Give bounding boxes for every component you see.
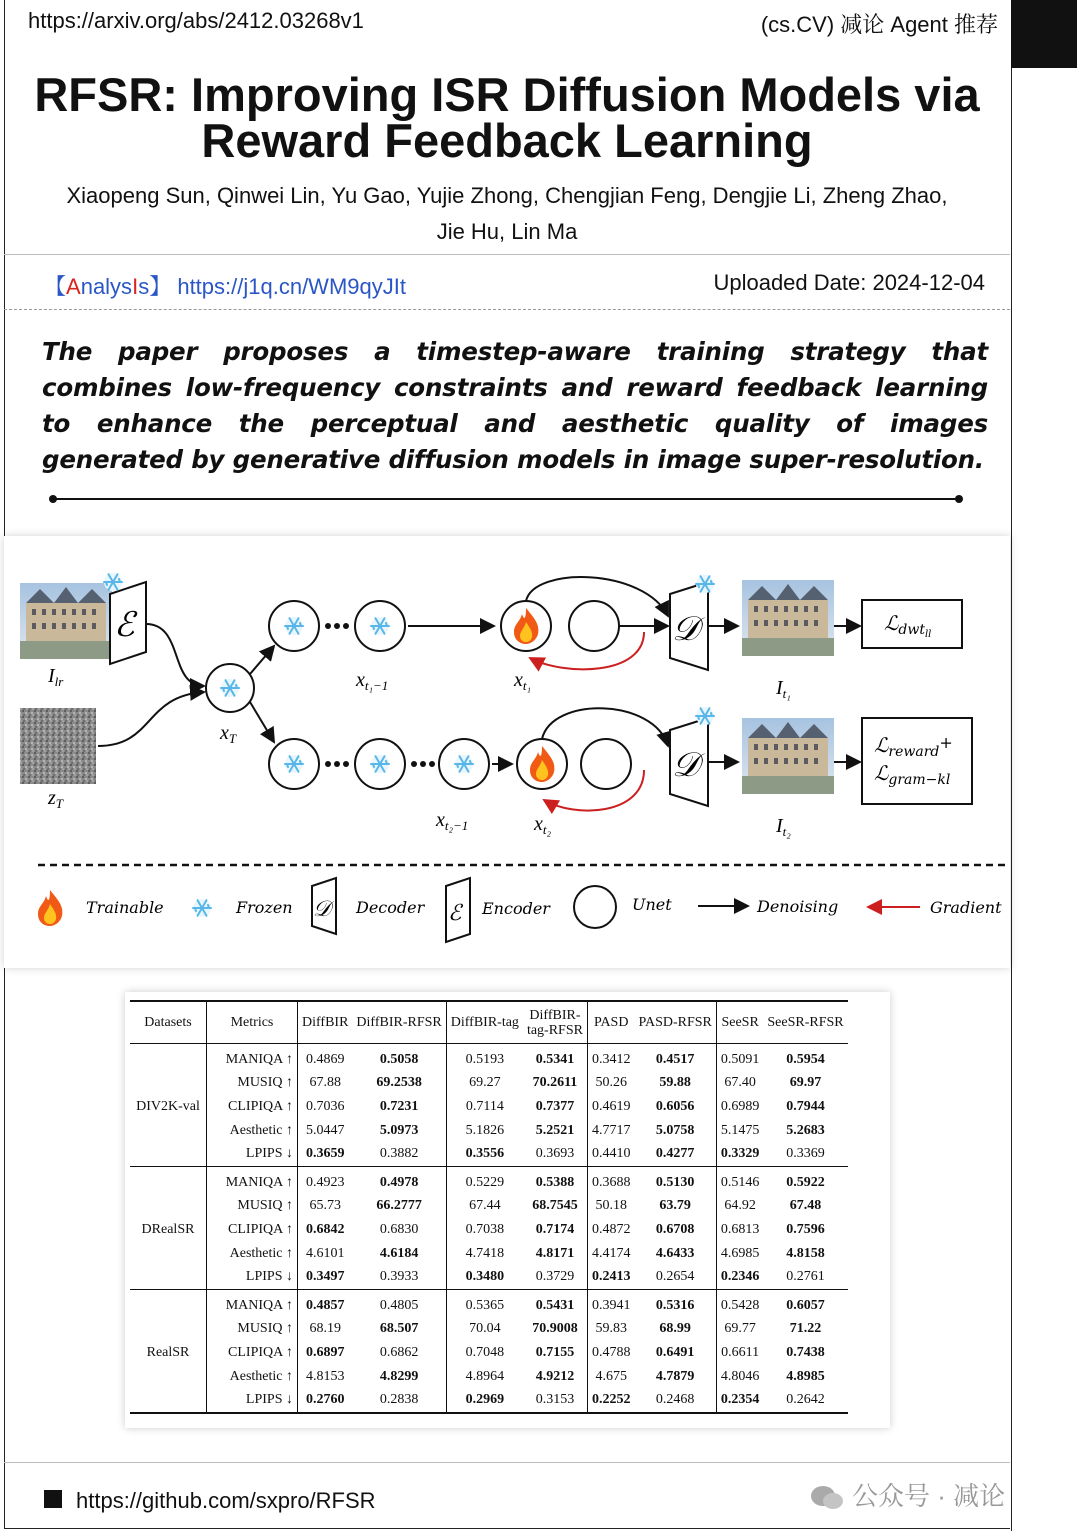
value-cell: 5.1826 (446, 1119, 523, 1143)
value-cell: 0.2969 (446, 1388, 523, 1413)
value-cell: 0.5229 (446, 1166, 523, 1194)
wechat-watermark (810, 1476, 1005, 1513)
value-cell: 0.6842 (298, 1218, 353, 1242)
metric-cell: CLIPIQA ↑ (207, 1095, 298, 1119)
value-cell: 0.4857 (298, 1289, 353, 1317)
value-cell: 0.2761 (786, 1269, 825, 1285)
value-cell: 0.2468 (655, 1392, 695, 1408)
xt-frozen-icon (221, 679, 239, 697)
loss-reward-label: ℒ$_{reward}$+ (874, 733, 953, 760)
value-cell: 0.2838 (379, 1392, 419, 1408)
header-diffbir-rfsr: DiffBIR-RFSR (352, 1001, 446, 1044)
value-cell: 0.7944 (786, 1098, 825, 1114)
low-res-image (20, 583, 112, 659)
value-cell: 0.6813 (716, 1218, 763, 1242)
value-cell: 0.3556 (446, 1142, 523, 1166)
bracket-open: 【 (44, 274, 67, 299)
value-cell: 0.7036 (298, 1095, 353, 1119)
top-unet (569, 601, 619, 651)
value-cell: 5.0973 (379, 1122, 419, 1138)
group-drealsr (130, 1166, 848, 1289)
legend-flame-icon (38, 890, 62, 926)
bottom-ellipsis-2 (411, 761, 435, 767)
value-cell: 0.6056 (655, 1098, 695, 1114)
value-cell: 0.5058 (379, 1051, 419, 1067)
metric-cell: MUSIQ ↑ (207, 1195, 298, 1219)
value-cell: 69.77 (716, 1318, 763, 1342)
value-cell: 0.6708 (655, 1221, 695, 1237)
value-cell: 0.4410 (587, 1142, 634, 1166)
group-div2k (130, 1044, 848, 1167)
value-cell: 4.4174 (587, 1242, 634, 1266)
footer-bullet (44, 1490, 62, 1508)
value-cell: 59.88 (659, 1075, 691, 1091)
metric-cell: MANIQA ↑ (207, 1044, 298, 1072)
value-cell: 0.7174 (535, 1221, 575, 1237)
value-cell: 0.3497 (298, 1265, 353, 1289)
corner-tab (1011, 0, 1077, 68)
value-cell: 4.675 (587, 1365, 634, 1389)
value-cell: 0.5146 (716, 1166, 763, 1194)
arxiv-link[interactable]: https://arxiv.org/abs/2412.03268v1 (28, 8, 364, 33)
legend-snow-icon (193, 899, 211, 917)
value-cell: 5.1475 (716, 1119, 763, 1143)
value-cell: 0.7048 (446, 1341, 523, 1365)
github-link[interactable]: https://github.com/sxpro/RFSR (76, 1488, 376, 1513)
wechat-text: 公众号 · 减论 (852, 1481, 1006, 1511)
value-cell: 0.2252 (587, 1388, 634, 1413)
value-cell: 67.48 (789, 1198, 822, 1214)
value-cell: 0.5341 (535, 1051, 575, 1067)
label-xt1: $x_{t_1}$ (514, 669, 532, 693)
authors-line-1: Xiaopeng Sun, Qinwei Lin, Yu Gao, Yujie Zhong, Chengjian Feng, Dengjie Li, Zheng Zhao, (66, 183, 948, 208)
value-cell: 4.7418 (446, 1242, 523, 1266)
metric-cell: CLIPIQA ↑ (207, 1341, 298, 1365)
value-cell: 0.4872 (587, 1218, 634, 1242)
label-zt: $z_T$ (48, 787, 64, 811)
header-diffbir-tag-rfsr-2: tag-RFSR (526, 1022, 583, 1038)
top-step-2-frozen-icon (371, 617, 389, 635)
legend-denoising: Denoising (757, 897, 839, 916)
value-cell: 0.4788 (587, 1341, 634, 1365)
value-cell: 4.8964 (446, 1365, 523, 1389)
table-row (130, 1095, 848, 1119)
output-image-t1 (742, 580, 834, 656)
value-cell: 0.7596 (786, 1221, 825, 1237)
value-cell: 59.83 (587, 1318, 634, 1342)
table-row (130, 1142, 848, 1166)
side-margin (1011, 68, 1077, 1531)
value-cell: 4.8158 (786, 1245, 825, 1261)
table-row (130, 1166, 848, 1194)
value-cell: 50.18 (587, 1195, 634, 1219)
value-cell: 4.8299 (379, 1368, 419, 1384)
group-realsr (130, 1289, 848, 1412)
bottom-decoder-glyph: 𝒟 (672, 745, 700, 785)
legend-unet: Unet (632, 895, 672, 914)
value-cell: 0.7155 (535, 1344, 575, 1360)
value-cell: 0.6989 (716, 1095, 763, 1119)
value-cell: 0.4619 (587, 1095, 634, 1119)
value-cell: 0.7231 (379, 1098, 419, 1114)
results-table (130, 1000, 848, 1414)
value-cell: 0.3659 (298, 1142, 353, 1166)
value-cell: 4.9212 (535, 1368, 575, 1384)
value-cell: 68.99 (659, 1321, 691, 1337)
metric-cell: MANIQA ↑ (207, 1289, 298, 1317)
branch-arrow-bottom (250, 702, 274, 742)
value-cell: 5.0447 (298, 1119, 353, 1143)
top-decoder-glyph: 𝒟 (672, 609, 700, 649)
value-cell: 0.3153 (535, 1392, 575, 1408)
value-cell: 4.8985 (786, 1368, 825, 1384)
value-cell: 0.7438 (786, 1344, 825, 1360)
header-diffbir-tag: DiffBIR-tag (446, 1001, 523, 1044)
value-cell: 69.2538 (376, 1075, 422, 1091)
value-cell: 0.5922 (786, 1174, 825, 1190)
value-cell: 4.7717 (587, 1119, 634, 1143)
value-cell: 0.2354 (716, 1388, 763, 1413)
value-cell: 4.6184 (379, 1245, 419, 1261)
value-cell: 0.5428 (716, 1289, 763, 1317)
value-cell: 4.6101 (298, 1242, 353, 1266)
value-cell: 0.2346 (716, 1265, 763, 1289)
noise-image (20, 708, 96, 784)
value-cell: 0.4277 (655, 1146, 695, 1162)
author-list (4, 178, 1010, 250)
metric-cell: Aesthetic ↑ (207, 1242, 298, 1266)
legend-unet-shape (574, 886, 616, 928)
legend-encoder: Encoder (482, 899, 550, 918)
header-pasd-rfsr: PASD-RFSR (634, 1001, 716, 1044)
legend-trainable: Trainable (86, 898, 164, 917)
results-table-card (125, 992, 890, 1428)
legend-frozen: Frozen (236, 898, 293, 917)
value-cell: 68.19 (298, 1318, 353, 1342)
dashed-divider (4, 309, 1010, 310)
value-cell: 0.5388 (535, 1174, 575, 1190)
label-xt2: $x_{t_2}$ (534, 813, 552, 837)
noise-arrow (98, 692, 204, 746)
value-cell: 0.3369 (786, 1146, 825, 1162)
authors-line-2: Jie Hu, Lin Ma (436, 219, 578, 244)
metric-cell: MANIQA ↑ (207, 1166, 298, 1194)
value-cell: 0.3688 (587, 1166, 634, 1194)
top-ellipsis (325, 623, 349, 629)
bracket-close: 】 (149, 274, 172, 299)
value-cell: 0.4517 (655, 1051, 695, 1067)
value-cell: 0.5954 (786, 1051, 825, 1067)
value-cell: 4.8171 (535, 1245, 575, 1261)
analysis-url[interactable]: https://j1q.cn/WM9qyJIt (177, 274, 406, 299)
branch-arrow-top (250, 646, 274, 674)
table-row (130, 1044, 848, 1072)
value-cell: 0.5316 (655, 1297, 695, 1313)
analysis-a: A (66, 274, 81, 299)
output-image-t2 (742, 718, 834, 794)
value-cell: 5.2521 (535, 1122, 575, 1138)
value-cell: 0.6862 (379, 1344, 419, 1360)
value-cell: 0.3882 (379, 1146, 419, 1162)
value-cell: 64.92 (716, 1195, 763, 1219)
table-row (130, 1365, 848, 1389)
dataset-cell: RealSR (146, 1344, 190, 1360)
value-cell: 4.6433 (655, 1245, 695, 1261)
value-cell: 67.88 (298, 1072, 353, 1096)
encoder-arrow (146, 624, 204, 686)
bottom-step-3-frozen-icon (455, 755, 473, 773)
label-xt: $x_T$ (220, 722, 237, 746)
bottom-step-2-frozen-icon (371, 755, 389, 773)
bottom-ellipsis-1 (325, 761, 349, 767)
label-it1: $I_{t_1}$ (776, 677, 791, 701)
wechat-icon (810, 1485, 844, 1511)
value-cell: 0.7038 (446, 1218, 523, 1242)
metric-cell: LPIPS ↓ (207, 1142, 298, 1166)
value-cell: 0.7377 (535, 1098, 575, 1114)
header-diffbir-tag-rfsr-1: DiffBIR- (529, 1007, 581, 1023)
value-cell: 0.5091 (716, 1044, 763, 1072)
value-cell: 0.5365 (446, 1289, 523, 1317)
top-decoder-frozen-icon (696, 575, 714, 593)
header-datasets: Datasets (130, 1001, 207, 1044)
value-cell: 0.7114 (446, 1095, 523, 1119)
value-cell: 0.4978 (379, 1174, 419, 1190)
upload-date: Uploaded Date: 2024-12-04 (713, 270, 985, 295)
metric-cell: Aesthetic ↑ (207, 1365, 298, 1389)
value-cell: 0.6830 (379, 1221, 419, 1237)
value-cell: 70.04 (446, 1318, 523, 1342)
bottom-decoder-frozen-icon (696, 707, 714, 725)
value-cell: 4.8046 (716, 1365, 763, 1389)
header-seesr: SeeSR (716, 1001, 763, 1044)
label-xt2m1: $x_{t_2-1}$ (436, 809, 469, 833)
value-cell: 0.2654 (655, 1269, 695, 1285)
value-cell: 5.0758 (655, 1122, 695, 1138)
legend-decoder: Decoder (356, 898, 425, 917)
legend-gradient: Gradient (930, 898, 1002, 917)
metric-cell: LPIPS ↓ (207, 1265, 298, 1289)
table-row (130, 1195, 848, 1219)
value-cell: 0.6611 (716, 1341, 763, 1365)
value-cell: 0.4923 (298, 1166, 353, 1194)
value-cell: 68.507 (379, 1321, 419, 1337)
value-cell: 50.26 (587, 1072, 634, 1096)
metric-cell: MUSIQ ↑ (207, 1072, 298, 1096)
recommend-label: (cs.CV) 减论 Agent 推荐 (760, 12, 998, 37)
header-diffbir: DiffBIR (298, 1001, 353, 1044)
table-row (130, 1072, 848, 1096)
header-pasd: PASD (587, 1001, 634, 1044)
table-row (130, 1119, 848, 1143)
summary-text: The paper proposes a timestep-aware training strategy that combines low-frequency constraints and reward feedback learning to enhance the perceptual and aesthetic quality of images generated by generative diffusion models in image super-resolution. (42, 337, 988, 474)
dataset-cell: DIV2K-val (136, 1098, 200, 1114)
value-cell: 0.6057 (786, 1297, 825, 1313)
loss-dwt-label: ℒ$_{dwt}$ll (884, 611, 932, 640)
value-cell: 5.2683 (786, 1122, 825, 1138)
value-cell: 70.9008 (532, 1321, 578, 1337)
value-cell: 0.3693 (535, 1146, 575, 1162)
table-row (130, 1242, 848, 1266)
value-cell: 4.8153 (298, 1365, 353, 1389)
value-cell: 71.22 (789, 1321, 822, 1337)
value-cell: 4.6985 (716, 1242, 763, 1266)
top-step-1-frozen-icon (285, 617, 303, 635)
table-row (130, 1341, 848, 1365)
table-header-row (130, 1001, 848, 1044)
value-cell: 4.7879 (655, 1368, 695, 1384)
value-cell: 0.2760 (298, 1388, 353, 1413)
value-cell: 0.3412 (587, 1044, 634, 1072)
value-cell: 69.97 (789, 1075, 822, 1091)
legend-encoder-glyph: ℰ (448, 901, 462, 926)
value-cell: 0.2413 (587, 1265, 634, 1289)
metric-cell: CLIPIQA ↑ (207, 1218, 298, 1242)
analysis-s: s (138, 274, 150, 299)
value-cell: 0.6491 (655, 1344, 695, 1360)
value-cell: 0.5130 (655, 1174, 695, 1190)
value-cell: 0.5193 (446, 1044, 523, 1072)
value-cell: 0.5431 (535, 1297, 575, 1313)
analysis-mid: nalys (80, 274, 133, 299)
metric-cell: Aesthetic ↑ (207, 1119, 298, 1143)
label-xt1m1: $x_{t_1-1}$ (356, 669, 389, 693)
value-cell: 0.4805 (379, 1297, 419, 1313)
bottom-step-1-frozen-icon (285, 755, 303, 773)
figure-svg (4, 536, 1010, 968)
value-cell: 0.3933 (379, 1269, 419, 1285)
bottom-unet (581, 739, 631, 789)
paper-title (4, 68, 1010, 167)
loss-gram-label: ℒ$_{gram-kl}$ (874, 761, 951, 788)
table-row (130, 1265, 848, 1289)
value-cell: 0.4869 (298, 1044, 353, 1072)
value-cell: 0.3480 (446, 1265, 523, 1289)
table-row (130, 1289, 848, 1317)
value-cell: 0.3729 (535, 1269, 575, 1285)
value-cell: 0.3329 (716, 1142, 763, 1166)
analysis-link[interactable] (44, 270, 406, 301)
metric-cell: LPIPS ↓ (207, 1388, 298, 1413)
label-ilr: $I_{lr}$ (48, 665, 64, 689)
table-row (130, 1218, 848, 1242)
value-cell: 70.2611 (532, 1075, 578, 1091)
table-row (130, 1388, 848, 1413)
value-cell: 66.2777 (376, 1198, 422, 1214)
encoder-frozen-icon (104, 573, 122, 591)
value-cell: 0.2642 (786, 1392, 825, 1408)
value-cell: 0.6897 (298, 1341, 353, 1365)
header-metrics: Metrics (207, 1001, 298, 1044)
label-it2: $I_{t_2}$ (776, 815, 791, 839)
metric-cell: MUSIQ ↑ (207, 1318, 298, 1342)
dataset-cell: DRealSR (141, 1221, 195, 1237)
section-rule (52, 498, 960, 500)
value-cell: 68.7545 (532, 1198, 578, 1214)
value-cell: 65.73 (298, 1195, 353, 1219)
header-diffbir-tag-rfsr (523, 1001, 588, 1044)
divider (4, 254, 1010, 255)
analysis-i: I (132, 274, 139, 299)
value-cell: 67.44 (446, 1195, 523, 1219)
table-row (130, 1318, 848, 1342)
encoder-glyph: ℰ (114, 605, 135, 645)
method-figure (4, 536, 1010, 968)
value-cell: 67.40 (716, 1072, 763, 1096)
value-cell: 63.79 (659, 1198, 691, 1214)
title-line-2: Reward Feedback Learning (201, 114, 813, 167)
legend-decoder-glyph: 𝒟 (313, 897, 331, 922)
value-cell: 0.3941 (587, 1289, 634, 1317)
value-cell: 69.27 (446, 1072, 523, 1096)
footer-divider (4, 1462, 1010, 1463)
title-line-1: RFSR: Improving ISR Diffusion Models via (34, 68, 980, 121)
header-seesr-rfsr: SeeSR-RFSR (763, 1001, 847, 1044)
